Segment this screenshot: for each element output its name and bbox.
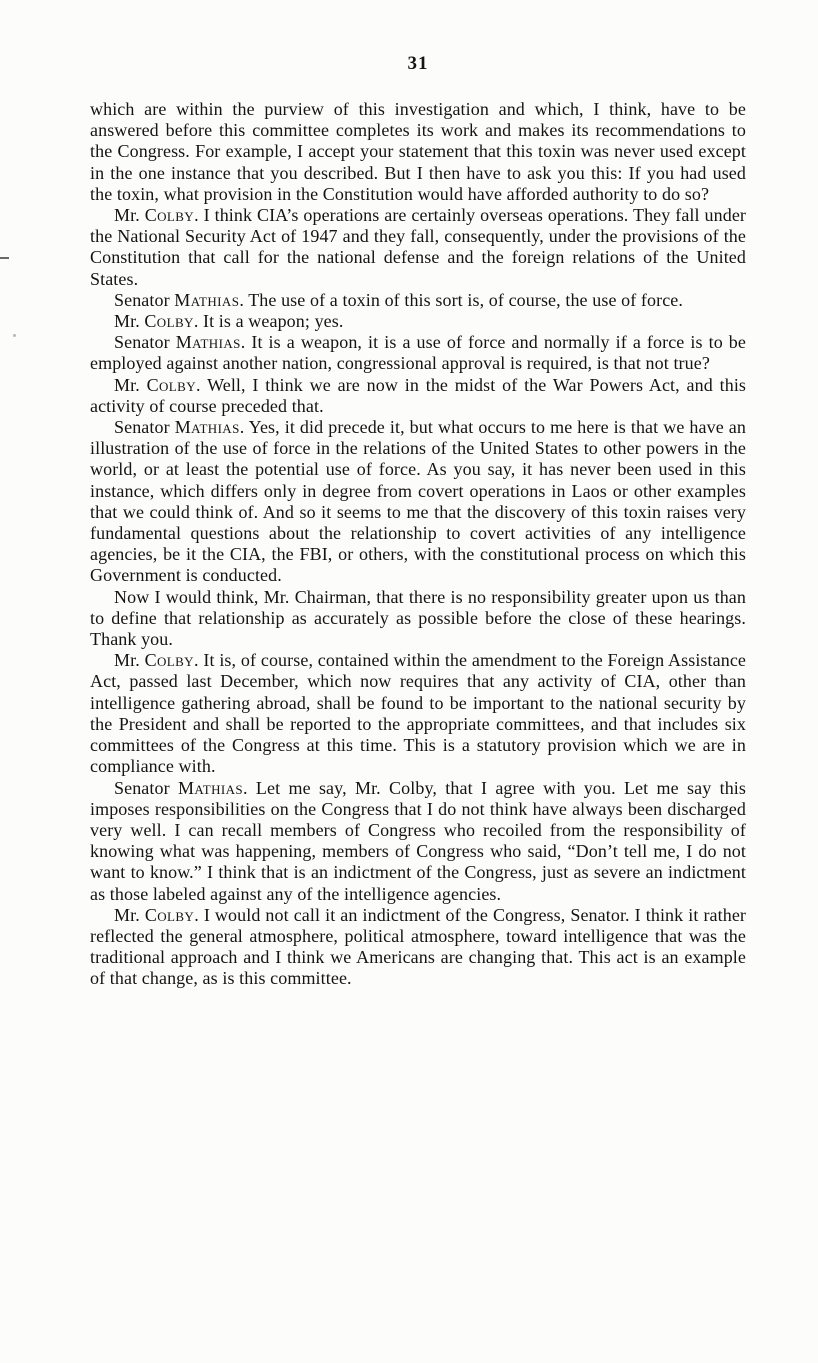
paragraph: Mr. Colby. I think CIA’s operations are certainly overseas operations. They fall under the National Security Act of 1947 and they fall, consequently, under the provisions of the Constitution that call for the national defense and the foreign relations of the United States. [90,205,747,289]
paragraph: Mr. Colby. It is, of course, contained within the amendment to the Foreign Assistance Act, passed last December, which now requires that any activity of CIA, other than intelligence gathering abroad, shall be found to be important to the national security by the President and shall be reported to the appropriate committees, and that includes six committees of the Congress at this time. This is a statutory provision which we are in compliance with. [90,650,747,777]
speaker-name: Mr. Colby [114,205,195,226]
speaker-name-smallcaps: Mathias [175,332,241,353]
paragraph: Mr. Colby. I would not call it an indictment of the Congress, Senator. I think it rather reflected the general atmosphere, political atmosphere, toward intelligence that was the traditional approach and I think we Americans are changing that. This act is an example of that change, as is this committee. [90,904,747,989]
speaker-name: Mr. Colby [114,904,195,925]
speaker-name: Senator Mathias [114,417,240,438]
paragraph: Senator Mathias. It is a weapon, it is a use of force and normally if a force is to be employed against another nation, congressional approval is required, is that not true? [90,332,746,374]
speaker-name: Senator Mathias [114,289,240,310]
paragraph: Senator Mathias. Yes, it did precede it, but what occurs to me here is that we have an illustration of the use of force in the relations of the United States to other powers in the world, or at least the potential use of force. As you say, it has never been used in this instance, which differs only in degree from covert operations in Laos or other examples that we could think of. And so it seems to me that the discovery of this toxin raises very fundamental questions about the relationship to covert activities of any intelligence agencies, be it the CIA, the FBI, or others, with the constitutional process on which this Government is conducted. [90,417,746,586]
speaker-name-smallcaps: Mathias [174,289,240,310]
speaker-name: Senator Mathias [114,777,244,798]
speaker-name-smallcaps: Colby [146,374,197,395]
speaker-name-smallcaps: Mathias [177,777,244,798]
paragraph: Senator Mathias. The use of a toxin of this sort is, of course, the use of force. [114,289,683,310]
speaker-name-smallcaps: Colby [144,904,195,925]
speaker-name: Mr. Colby [114,650,194,671]
paragraph: Senator Mathias. Let me say, Mr. Colby, that I agree with you. Let me say this imposes responsibilities on the Congress that I do not think have always been discharged very well. I can recall members of Congress who recoiled from the responsibility of knowing what was happening, members of Congress who said, “Don’t tell me, I do not want to know.” I think that is an indictment of the Congress, just as severe an indictment as those labeled against any of the intelligence agencies. [90,777,746,904]
paragraph: Mr. Colby. Well, I think we are now in the midst of the War Powers Act, and this activity of course preceded that. [90,374,747,416]
page-number: 31 [407,53,429,74]
speaker-name: Mr. Colby [114,374,197,395]
document-body [90,99,746,990]
speaker-name-smallcaps: Colby [144,311,194,332]
speaker-name: Senator Mathias [114,332,241,353]
speaker-name-smallcaps: Mathias [174,417,240,438]
speaker-name-smallcaps: Colby [144,650,194,671]
paragraph: Mr. Colby. It is a weapon; yes. [114,311,344,332]
paragraph: which are within the purview of this investigation and which, I think, have to be answered before this committee completes its work and makes its recommendations to the Congress. For example, I accept your statement that this toxin was never used except in the one instance that you described. But I then have to ask you this: If you had used the toxin, what provision in the Constitution would have afforded authority to do so? [90,99,746,204]
scan-artifact-dot [13,334,16,337]
paragraph: Now I would think, Mr. Chairman, that there is no responsibility greater upon us than to define that relationship as accurately as possible before the close of these hearings. Thank you. [90,586,746,650]
speaker-name-smallcaps: Colby [144,205,195,226]
scan-artifact-dash [0,257,9,259]
speaker-name: Mr. Colby [114,311,194,332]
